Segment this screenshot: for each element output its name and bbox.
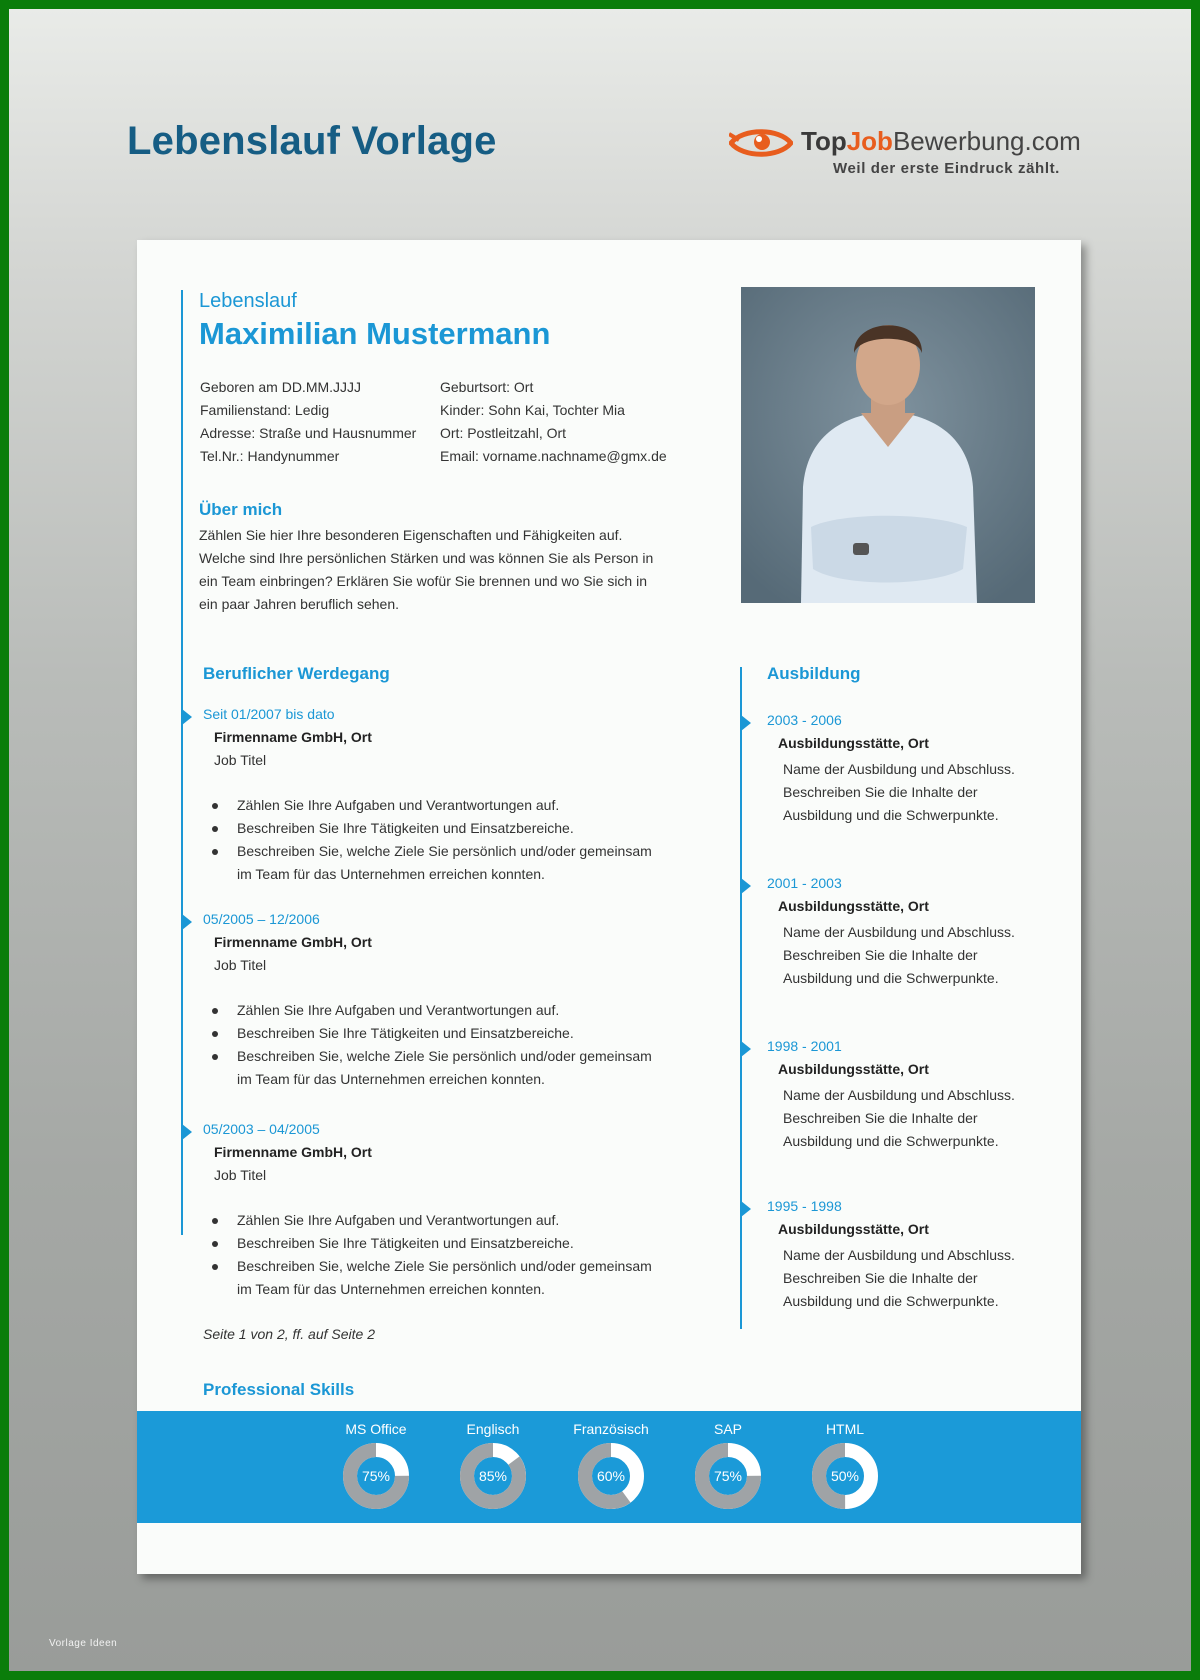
skill-ring bbox=[576, 1441, 646, 1511]
job-bullet: Beschreiben Sie, welche Ziele Sie persönlich und/oder gemeinsam bbox=[203, 1045, 673, 1068]
education-date: 2001 - 2003 bbox=[767, 875, 842, 891]
skill-item bbox=[678, 1421, 778, 1511]
brand-name-top: Top bbox=[801, 126, 847, 156]
education-line: Beschreiben Sie die Inhalte der bbox=[783, 947, 978, 963]
timeline-marker bbox=[741, 878, 751, 894]
timeline-marker bbox=[182, 914, 192, 930]
skill-percent: 75% bbox=[713, 1468, 743, 1484]
info-children: Kinder: Sohn Kai, Tochter Mia bbox=[440, 402, 625, 418]
job-bullet: Beschreiben Sie Ihre Tätigkeiten und Einsatzbereiche. bbox=[203, 1232, 673, 1255]
education-school: Ausbildungsstätte, Ort bbox=[778, 735, 929, 751]
education-line: Beschreiben Sie die Inhalte der bbox=[783, 784, 978, 800]
job-company: Firmenname GmbH, Ort bbox=[214, 1144, 372, 1160]
timeline-marker bbox=[182, 709, 192, 725]
skills-title: Professional Skills bbox=[203, 1380, 355, 1399]
education-school: Ausbildungsstätte, Ort bbox=[778, 898, 929, 914]
timeline-marker bbox=[741, 715, 751, 731]
job-bullet: Zählen Sie Ihre Aufgaben und Verantwortungen auf. bbox=[203, 1209, 673, 1232]
about-line: ein Team einbringen? Erklären Sie wofür Sie brennen und wo Sie sich in bbox=[199, 573, 648, 589]
education-date: 1995 - 1998 bbox=[767, 1198, 842, 1214]
about-line: Zählen Sie hier Ihre besonderen Eigenschaften und Fähigkeiten auf. bbox=[199, 527, 623, 543]
education-date: 1998 - 2001 bbox=[767, 1038, 842, 1054]
job-entry bbox=[203, 706, 673, 886]
page-background bbox=[9, 9, 1191, 1671]
cv-label: Lebenslauf bbox=[199, 290, 297, 312]
eye-icon bbox=[729, 128, 793, 158]
about-title: Über mich bbox=[199, 500, 283, 519]
brand-name-rest: Bewerbung.com bbox=[892, 126, 1081, 156]
header-accent-line bbox=[181, 290, 183, 1235]
job-bullet: Zählen Sie Ihre Aufgaben und Verantwortungen auf. bbox=[203, 999, 673, 1022]
person-silhouette bbox=[741, 287, 1035, 603]
cv-sheet bbox=[137, 240, 1081, 1574]
skill-name: SAP bbox=[713, 1421, 742, 1437]
info-phone: Tel.Nr.: Handynummer bbox=[200, 448, 340, 464]
education-description bbox=[783, 921, 1057, 990]
education-line: Ausbildung und die Schwerpunkte. bbox=[783, 970, 999, 986]
watermark: Vorlage Ideen bbox=[49, 1638, 118, 1649]
page-note: Seite 1 von 2, ff. auf Seite 2 bbox=[203, 1326, 375, 1342]
education-description bbox=[783, 1084, 1057, 1153]
about-line: ein paar Jahren beruflich sehen. bbox=[199, 596, 400, 612]
job-entry bbox=[203, 1121, 673, 1301]
brand-logo bbox=[729, 124, 1081, 184]
info-marital-status: Familienstand: Ledig bbox=[200, 402, 330, 418]
about-text bbox=[199, 524, 669, 616]
personal-info-right bbox=[440, 376, 667, 468]
skill-ring bbox=[810, 1441, 880, 1511]
job-date: 05/2003 – 04/2005 bbox=[203, 1121, 320, 1137]
skill-name: Englisch bbox=[466, 1421, 520, 1437]
job-title: Job Titel bbox=[214, 1167, 267, 1183]
job-title: Job Titel bbox=[214, 752, 267, 768]
education-entry bbox=[767, 875, 1057, 990]
personal-info-left bbox=[200, 376, 416, 468]
education-line: Name der Ausbildung und Abschluss. bbox=[783, 761, 1015, 777]
education-description bbox=[783, 1244, 1057, 1313]
education-line: Ausbildung und die Schwerpunkte. bbox=[783, 1293, 999, 1309]
career-title: Beruflicher Werdegang bbox=[203, 664, 390, 683]
skill-name: HTML bbox=[825, 1421, 865, 1437]
education-line: Name der Ausbildung und Abschluss. bbox=[783, 1087, 1015, 1103]
job-bullet: Beschreiben Sie, welche Ziele Sie persönlich und/oder gemeinsam bbox=[203, 840, 673, 863]
skill-item bbox=[326, 1421, 426, 1511]
education-line: Name der Ausbildung und Abschluss. bbox=[783, 924, 1015, 940]
education-line: Ausbildung und die Schwerpunkte. bbox=[783, 807, 999, 823]
profile-photo bbox=[741, 287, 1035, 603]
job-bullet: Zählen Sie Ihre Aufgaben und Verantwortungen auf. bbox=[203, 794, 673, 817]
skill-item bbox=[561, 1421, 661, 1511]
job-date: Seit 01/2007 bis dato bbox=[203, 706, 335, 722]
job-bullet: Beschreiben Sie Ihre Tätigkeiten und Einsatzbereiche. bbox=[203, 1022, 673, 1045]
skill-percent: 75% bbox=[361, 1468, 391, 1484]
job-bullet-continued: im Team für das Unternehmen erreichen konnten. bbox=[237, 866, 545, 882]
job-bullet-continued: im Team für das Unternehmen erreichen konnten. bbox=[237, 1071, 545, 1087]
skill-name: MS Office bbox=[345, 1421, 407, 1437]
skill-item bbox=[443, 1421, 543, 1511]
education-line: Ausbildung und die Schwerpunkte. bbox=[783, 1133, 999, 1149]
education-line: Beschreiben Sie die Inhalte der bbox=[783, 1110, 978, 1126]
job-company: Firmenname GmbH, Ort bbox=[214, 934, 372, 950]
brand-name-job: Job bbox=[846, 126, 893, 156]
education-date: 2003 - 2006 bbox=[767, 712, 842, 728]
education-entry bbox=[767, 1198, 1057, 1313]
education-school: Ausbildungsstätte, Ort bbox=[778, 1061, 929, 1077]
timeline-marker bbox=[741, 1041, 751, 1057]
education-title: Ausbildung bbox=[767, 664, 861, 683]
page-title: Lebenslauf Vorlage bbox=[127, 119, 497, 163]
about-line: Welche sind Ihre persönlichen Stärken und was können Sie als Person in bbox=[199, 550, 654, 566]
person-name: Maximilian Mustermann bbox=[199, 316, 551, 351]
brand-tagline: Weil der erste Eindruck zählt. bbox=[833, 160, 1060, 177]
info-birthplace: Geburtsort: Ort bbox=[440, 379, 534, 395]
education-entry bbox=[767, 712, 1057, 827]
skill-ring bbox=[458, 1441, 528, 1511]
brand-name bbox=[801, 126, 1081, 157]
info-birthdate: Geboren am DD.MM.JJJJ bbox=[200, 379, 362, 395]
job-bullet-continued: im Team für das Unternehmen erreichen konnten. bbox=[237, 1281, 545, 1297]
timeline-marker bbox=[741, 1201, 751, 1217]
skill-percent: 60% bbox=[596, 1468, 626, 1484]
skill-percent: 50% bbox=[830, 1468, 860, 1484]
education-line: Name der Ausbildung und Abschluss. bbox=[783, 1247, 1015, 1263]
education-line: Beschreiben Sie die Inhalte der bbox=[783, 1270, 978, 1286]
skill-item bbox=[795, 1421, 895, 1511]
job-entry bbox=[203, 911, 673, 1091]
job-bullet: Beschreiben Sie, welche Ziele Sie persönlich und/oder gemeinsam bbox=[203, 1255, 673, 1278]
job-bullets bbox=[203, 794, 673, 886]
education-description bbox=[783, 758, 1057, 827]
job-bullet: Beschreiben Sie Ihre Tätigkeiten und Einsatzbereiche. bbox=[203, 817, 673, 840]
job-bullets bbox=[203, 999, 673, 1091]
info-email: Email: vorname.nachname@gmx.de bbox=[440, 448, 667, 464]
skill-ring bbox=[693, 1441, 763, 1511]
skills-band bbox=[137, 1411, 1081, 1523]
info-address: Adresse: Straße und Hausnummer bbox=[200, 425, 417, 441]
job-date: 05/2005 – 12/2006 bbox=[203, 911, 320, 927]
info-city: Ort: Postleitzahl, Ort bbox=[440, 425, 567, 441]
job-bullets bbox=[203, 1209, 673, 1301]
education-school: Ausbildungsstätte, Ort bbox=[778, 1221, 929, 1237]
skill-ring bbox=[341, 1441, 411, 1511]
skill-name: Französisch bbox=[573, 1421, 649, 1437]
job-company: Firmenname GmbH, Ort bbox=[214, 729, 372, 745]
job-title: Job Titel bbox=[214, 957, 267, 973]
education-entry bbox=[767, 1038, 1057, 1153]
education-timeline-line bbox=[740, 667, 742, 1329]
timeline-marker bbox=[182, 1124, 192, 1140]
skill-percent: 85% bbox=[478, 1468, 508, 1484]
